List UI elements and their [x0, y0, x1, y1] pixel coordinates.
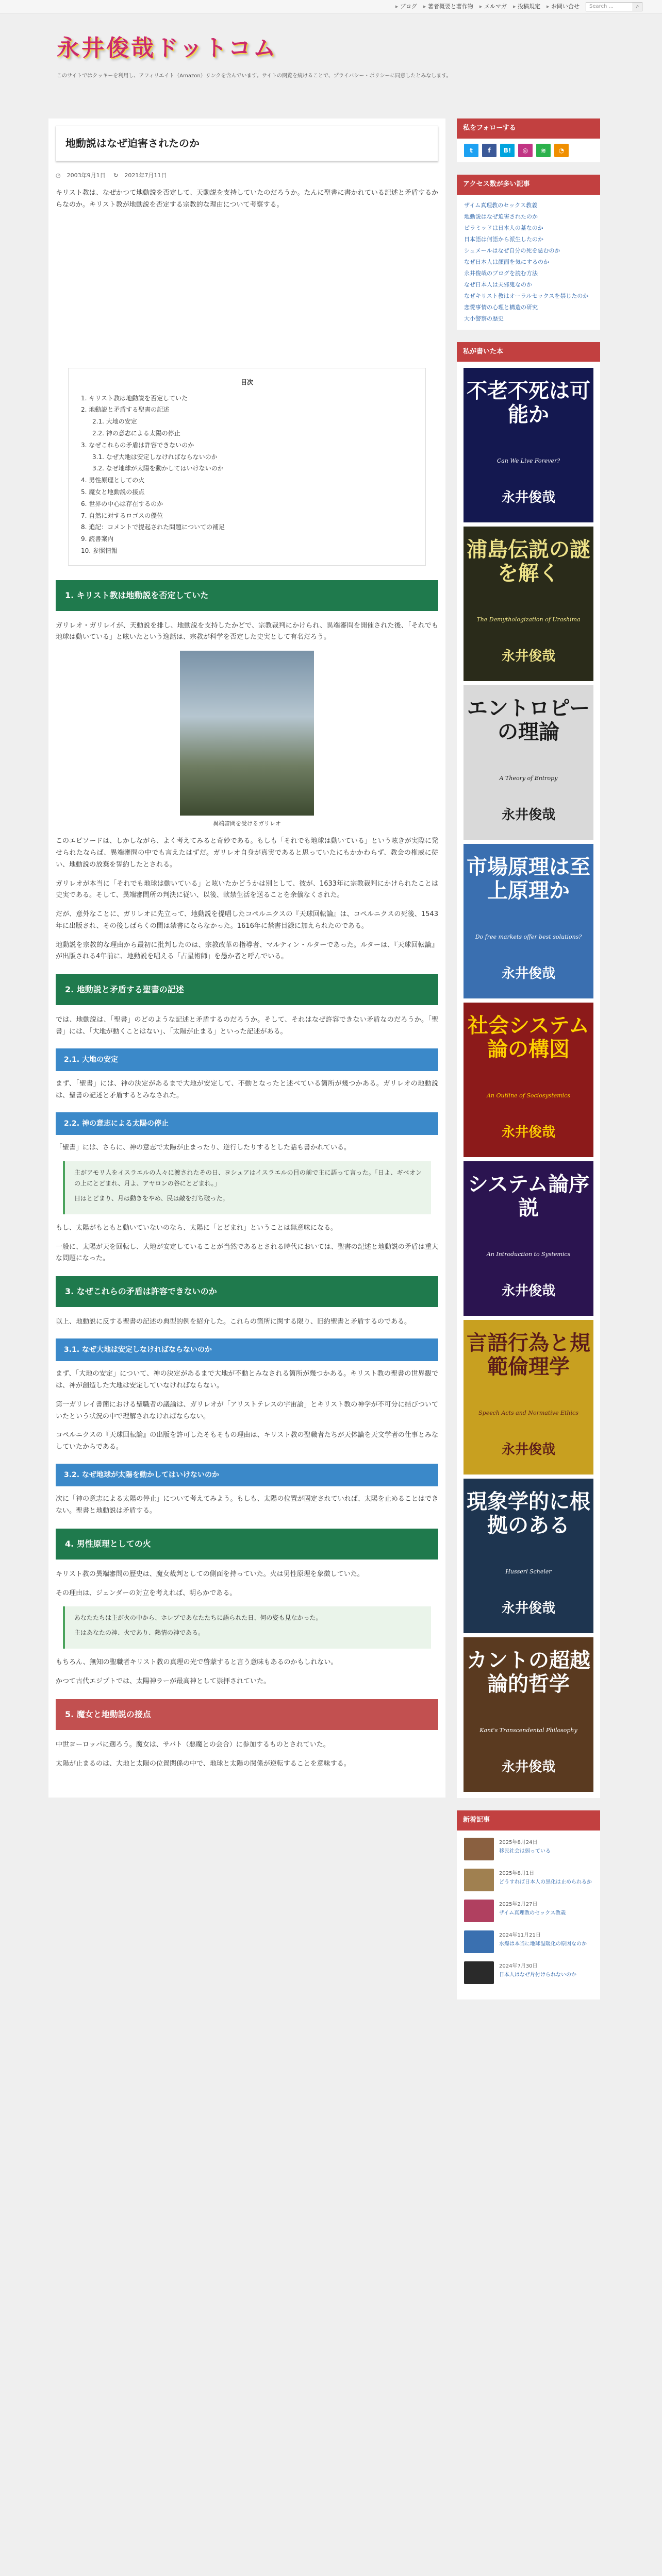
paragraph: 中世ヨーロッパに遡ろう。魔女は、サバト（悪魔との会合）に参加するものとされていた。	[56, 1740, 330, 1749]
updated-date: 2021年7月11日	[124, 172, 167, 179]
toc-item[interactable]: 1. キリスト教は地動説を否定していた	[81, 394, 188, 402]
book-author: 永井俊哉	[501, 1125, 555, 1141]
nav-author[interactable]: ▸ 著者概要と著作物	[423, 2, 473, 11]
paragraph: かつて古代エジプトでは、太陽神ラーが最高神として崇拝されていた。	[56, 1677, 271, 1686]
toc-item[interactable]: 2. 地動説と矛盾する聖書の記述	[81, 406, 170, 414]
recent-text	[499, 1869, 592, 1891]
book-author: 永井俊哉	[501, 649, 555, 665]
paragraph: ガリレオ・ガリレイが、天動説を排し、地動説を支持したかどで、宗教裁判にかけられ、異端審問を開催された後、「それでも地球は動いている」と呟いたという逸話は、宗教が科学を否定した史実として有名だろう。	[56, 621, 438, 641]
figure-caption: 異端審問を受けるガリレオ	[213, 820, 281, 827]
popular-item[interactable]: 恋愛事情の心理と構造の研究	[464, 303, 538, 311]
book-author: 永井俊哉	[501, 807, 555, 823]
toc-item[interactable]: 8. 追記：コメントで提起された問題についての補足	[81, 523, 225, 531]
paragraph: もちろん、無知の聖職者キリスト教の真理の光で啓蒙すると言う意味もあるのかもしれない。	[56, 1658, 338, 1667]
paragraph: このエピソードは、しかしながら、よく考えてみると奇妙である。もしも「それでも地球は動いている」という呟きが実際に発せられたならば、異端審問の中でも言えたはずだ。ガリレオ自身が真実であると思っていたにもかかわらず、教会の権威に従い、地動説の放棄を誓約したとされる。	[56, 837, 438, 869]
book-sub: Speech Acts and Normative Ethics	[478, 1410, 578, 1417]
recent-date: 2025年2月27日	[499, 1902, 538, 1907]
nav-blog[interactable]: ▸ ブログ	[395, 2, 417, 11]
toc-item[interactable]: 2.2. 神の意志による太陽の停止	[92, 429, 180, 437]
toc-item[interactable]: 9. 読書案内	[81, 535, 114, 543]
toc-item[interactable]: 3. なぜこれらの矛盾は許容できないのか	[81, 441, 194, 449]
recent-item[interactable]	[464, 1900, 593, 1922]
book-sub: Husserl Scheler	[505, 1568, 552, 1575]
recent-thumbnail[interactable]	[464, 1961, 494, 1984]
book-market[interactable]	[464, 844, 593, 998]
paragraph: まず、「聖書」には、神の決定があるまで大地が安定して、不動となったと述べている箇所が幾つかある。ガリレオの地動説は、聖書の記述と矛盾するとみなされた。	[56, 1080, 438, 1099]
table-of-contents	[68, 368, 426, 566]
book-sub: A Theory of Entropy	[499, 775, 558, 782]
book-speech[interactable]	[464, 1320, 593, 1475]
intro: キリスト教は、なぜかつて地動説を否定して、天動説を支持していたのだろうか。たんに聖書に書かれている記述と矛盾するからなのか。キリスト教が地動説を否定する宗教的な理由について考察する。	[56, 189, 438, 209]
popular-list	[457, 195, 600, 330]
recent-title[interactable]: 移民社会は弱っている	[499, 1849, 551, 1854]
recent-title[interactable]: 水爆は本当に地球温暖化の原因なのか	[499, 1941, 587, 1947]
toc-item[interactable]: 2.1. 大地の安定	[92, 418, 137, 426]
toc-title: 目次	[240, 378, 253, 386]
top-bar	[0, 0, 662, 13]
site-tagline: このサイトではクッキーを利用し、アフィリエイト（Amazon）リンクを含んでいます。サイトの閲覧を続けることで、プライバシー・ポリシーに同意したとみなします。	[57, 73, 452, 79]
quote-text: 主はあなたの神、火であり、熱情の神である。	[74, 1629, 205, 1637]
book-sub: Do free markets offer best solutions?	[475, 934, 582, 941]
recent-text	[499, 1900, 566, 1922]
section-heading-4: 4. 男性原理としての火	[56, 1529, 438, 1560]
popular-item[interactable]: なぜキリスト教はオーラルセックスを禁じたのか	[464, 292, 589, 299]
facebook-icon[interactable]: f	[482, 144, 496, 157]
nav-mailmag[interactable]: ▸ メルマガ	[479, 2, 507, 11]
popular-item[interactable]: ザイム真理教のセックス教義	[464, 201, 538, 209]
update-icon: ↻	[113, 172, 119, 179]
rss-icon[interactable]: ◔	[554, 144, 569, 157]
popular-item[interactable]: 大小警察の歴史	[464, 315, 504, 322]
paragraph: 以上、地動説に反する聖書の記述の典型的例を紹介した。これらの箇所に関する限り、旧約聖書と矛盾するのである。	[56, 1318, 411, 1326]
toc-item[interactable]: 7. 自然に対するロゴスの優位	[81, 512, 163, 519]
book-socio[interactable]	[464, 1003, 593, 1157]
book-author: 永井俊哉	[501, 490, 555, 506]
book-title: 社会システム論の構図	[468, 1013, 589, 1062]
book-sub: The Demythologization of Urashima	[476, 616, 581, 623]
book-sub: An Outline of Sociosystemics	[486, 1092, 570, 1099]
toc-item[interactable]: 5. 魔女と地動説の接点	[81, 488, 145, 496]
book-sub: Kant's Transcendental Philosophy	[479, 1727, 577, 1734]
book-title: システム論序説	[468, 1172, 589, 1221]
post-dates	[56, 171, 438, 180]
subsection-heading-3-1: 3.1. なぜ大地は安定しなければならないのか	[56, 1338, 438, 1362]
book-entropy[interactable]	[464, 685, 593, 840]
widget-title: 私が書いた本	[457, 342, 600, 362]
recent-thumbnail[interactable]	[464, 1869, 494, 1891]
subsection-heading-2-2: 2.2. 神の意志による太陽の停止	[56, 1112, 438, 1136]
published-date: 2003年9月1日	[67, 172, 106, 179]
book-immortality[interactable]	[464, 368, 593, 522]
recent-item[interactable]	[464, 1838, 593, 1860]
widget-title: 新着記事	[457, 1810, 600, 1831]
recent-item[interactable]	[464, 1930, 593, 1953]
widget-title: 私をフォローする	[457, 118, 600, 139]
figure	[180, 651, 314, 828]
popular-item[interactable]: なぜ日本人は顔面を気にするのか	[464, 258, 549, 265]
paragraph: 次に「神の意志による太陽の停止」について考えてみよう。もしも、太陽の位置が固定されていれば、太陽を止めることはできない。聖書と地動説は矛盾する。	[56, 1495, 438, 1515]
recent-text	[499, 1838, 551, 1860]
recent-list	[457, 1831, 600, 1999]
books-list	[457, 362, 600, 1798]
site-title[interactable]: 永井俊哉ドットコム	[57, 35, 278, 61]
nav-contact[interactable]: ▸ お問い合せ	[547, 2, 580, 11]
search-box[interactable]	[586, 2, 642, 11]
paragraph: ガリレオが本当に「それでも地球は動いている」と呟いたかどうかは別として、彼が、1633年に宗教裁判にかけられたことは史実である。そして、異端審問所の判決に従い、以後、軟禁生活を送ることを余儀なくされた。	[56, 879, 438, 900]
top-nav	[395, 2, 580, 11]
recent-text	[499, 1961, 576, 1984]
toc-list	[81, 393, 413, 557]
recent-widget	[457, 1810, 600, 1999]
popular-item[interactable]: なぜ日本人は天邪鬼なのか	[464, 281, 532, 288]
recent-title[interactable]: 日本人はなぜ片付けられないのか	[499, 1972, 576, 1978]
toc-item[interactable]: 6. 世界の中心は存在するのか	[81, 500, 163, 507]
section-heading-3: 3. なぜこれらの矛盾は許容できないのか	[56, 1276, 438, 1307]
paragraph: 「聖書」には、さらに、神の意志で太陽が止まったり、逆行したりするとした話も書かれている。	[56, 1144, 351, 1152]
paragraph: 第一ガリレイ書簡における聖職者の議論は、ガリレオが「アリストテレスの宇宙論」とキリスト教の神学が不可分に結びついていたという状況の中で理解されなければならない。	[56, 1400, 438, 1420]
book-realism[interactable]	[464, 1479, 593, 1633]
hatena-icon[interactable]: B!	[500, 144, 515, 157]
paragraph: コペルニクスの『天球回転論』の出版を許可したそもそもの理由は、キリスト教の聖職者たちが天体論を天文学者の仕事とみなしていたからである。	[56, 1431, 438, 1451]
twitter-icon[interactable]: t	[464, 144, 478, 157]
book-sub: An Introduction to Systemics	[486, 1251, 571, 1258]
recent-date: 2025年8月24日	[499, 1840, 538, 1845]
book-author: 永井俊哉	[501, 1601, 555, 1617]
recent-date: 2024年7月30日	[499, 1963, 538, 1969]
blockquote	[63, 1606, 431, 1649]
recent-title[interactable]: どうすれば日本人の黒化は止められるか	[499, 1879, 592, 1885]
book-author: 永井俊哉	[501, 1442, 555, 1458]
subsection-heading-3-2: 3.2. なぜ地球が太陽を動かしてはいけないのか	[56, 1464, 438, 1487]
blockquote	[63, 1161, 431, 1214]
book-urashima[interactable]	[464, 527, 593, 681]
article	[48, 118, 445, 1798]
widget-title: アクセス数が多い記事	[457, 175, 600, 195]
recent-thumbnail[interactable]	[464, 1838, 494, 1860]
book-title: 言語行為と規範倫理学	[467, 1331, 590, 1379]
book-title: エントロピーの理論	[467, 696, 590, 744]
book-author: 永井俊哉	[501, 1283, 555, 1299]
paragraph: 地動説を宗教的な理由から最初に批判したのは、宗教改革の指導者、マルティン・ルターであった。ルターは、『天球回転論』が出版される4年前に、地動説を唱える「占星術師」を愚か者と呼んでいる。	[56, 941, 438, 961]
feedly-icon[interactable]: ≋	[536, 144, 551, 157]
post-title: 地動説はなぜ迫害されたのか	[56, 126, 438, 161]
section-heading-5: 5. 魔女と地動説の接点	[56, 1699, 438, 1730]
site-header	[0, 13, 662, 94]
quote-text: 日はとどまり、月は動きをやめ、民は敵を打ち破った。	[74, 1194, 229, 1202]
subsection-heading-2-1: 2.1. 大地の安定	[56, 1048, 438, 1072]
recent-thumbnail[interactable]	[464, 1900, 494, 1922]
book-author: 永井俊哉	[501, 966, 555, 982]
recent-text	[499, 1930, 587, 1953]
paragraph: 太陽が止まるのは、大地と太陽の位置関係の中で、地球と太陽の関係が逆転することを意味する。	[56, 1759, 351, 1768]
paragraph: キリスト教の異端審問の歴史は、魔女裁判としての側面を持っていた。火は男性原理を象徴していた。	[56, 1570, 364, 1578]
paragraph: 一般に、太陽が天を回転し、大地が安定していることが当然であるとされる時代においては、聖書の記述と地動説の矛盾は重大な問題になった。	[56, 1243, 438, 1263]
nav-rules[interactable]: ▸ 投稿規定	[513, 2, 540, 11]
quote-text: 主がアモリ人をイスラエルの人々に渡されたその日、ヨシュアはイスラエルの目の前で主に語って言った。「日よ、ギベオンの上にとどまれ、月よ、アヤロンの谷にとどまれ。」	[74, 1168, 422, 1187]
book-title: カントの超越論的哲学	[467, 1648, 590, 1697]
recent-date: 2025年8月1日	[499, 1871, 535, 1876]
popular-widget	[457, 175, 600, 330]
toc-item[interactable]: 3.1. なぜ大地は安定しなければならないのか	[92, 453, 218, 461]
follow-icons	[464, 144, 593, 157]
paragraph: その理由は、ジェンダーの対立を考えれば、明らかである。	[56, 1589, 237, 1597]
section-heading-2: 2. 地動説と矛盾する聖書の記述	[56, 974, 438, 1005]
toc-item[interactable]: 10. 参照情報	[81, 547, 118, 554]
book-title: 現象学的に根拠のある	[467, 1489, 590, 1538]
sidebar	[457, 118, 600, 2012]
book-title: 市場原理は至上原理か	[467, 855, 590, 903]
paragraph: もし、太陽がもともと動いていないのなら、太陽に「とどまれ」ということは無意味になる。	[56, 1224, 338, 1232]
recent-item[interactable]	[464, 1961, 593, 1984]
popular-item[interactable]: 永井俊哉のブログを読む方法	[464, 269, 538, 277]
popular-item[interactable]: シュメールはなぜ自分の死を忌むのか	[464, 247, 560, 254]
popular-item[interactable]: ピラミッドは日本人の墓なのか	[464, 224, 543, 231]
book-systemics[interactable]	[464, 1161, 593, 1316]
quote-text: あなたたちは主が火の中から、ホレブであなたたちに語られた日、何の姿も見なかった。	[74, 1614, 322, 1622]
recent-title[interactable]: ザイム真理教のセックス教義	[499, 1910, 566, 1916]
recent-thumbnail[interactable]	[464, 1930, 494, 1953]
book-title: 不老不死は可能か	[467, 379, 590, 427]
ad-space	[56, 218, 438, 363]
books-widget	[457, 342, 600, 1799]
recent-item[interactable]	[464, 1869, 593, 1891]
galileo-image	[180, 651, 314, 816]
popular-item[interactable]: 地動説はなぜ迫害されたのか	[464, 213, 538, 220]
book-sub: Can We Live Forever?	[496, 457, 560, 465]
recent-date: 2024年11月21日	[499, 1933, 541, 1938]
book-title: 浦島伝説の謎を解く	[467, 537, 590, 586]
paragraph: では、地動説は、「聖書」のどのような記述と矛盾するのだろうか。そして、それはなぜ許容できない矛盾なのだろうか。「聖書」には、「大地が動くことはない」、「太陽が止まる」といった記述がある。	[56, 1016, 438, 1036]
popular-item[interactable]: 日本語は何語から派生したのか	[464, 235, 543, 243]
search-icon[interactable]: ⌕	[633, 3, 642, 11]
instagram-icon[interactable]: ◎	[518, 144, 533, 157]
book-kant[interactable]	[464, 1637, 593, 1792]
toc-item[interactable]: 4. 男性原理としての火	[81, 477, 145, 484]
search-input[interactable]: Search ...	[589, 3, 614, 9]
book-author: 永井俊哉	[501, 1759, 555, 1775]
section-heading-1: 1. キリスト教は地動説を否定していた	[56, 580, 438, 611]
paragraph: まず、「大地の安定」について、神の決定があるまで大地が不動とみなされる箇所が幾つかある。キリスト教の聖書の世界観では、神が創造した大地は安定していなければならない。	[56, 1370, 438, 1390]
follow-widget	[457, 118, 600, 162]
toc-item[interactable]: 3.2. なぜ地球が太陽を動かしてはいけないのか	[92, 465, 224, 472]
clock-icon: ◷	[56, 172, 61, 179]
paragraph: だが、意外なことに、ガリレオに先立って、地動説を提唱したコペルニクスの『天球回転論』は、コペルニクスの死後、1543年に出版され、その後しばらくの間は禁書にならなかった。1616年に禁書目録に加えられたのである。	[56, 910, 438, 930]
